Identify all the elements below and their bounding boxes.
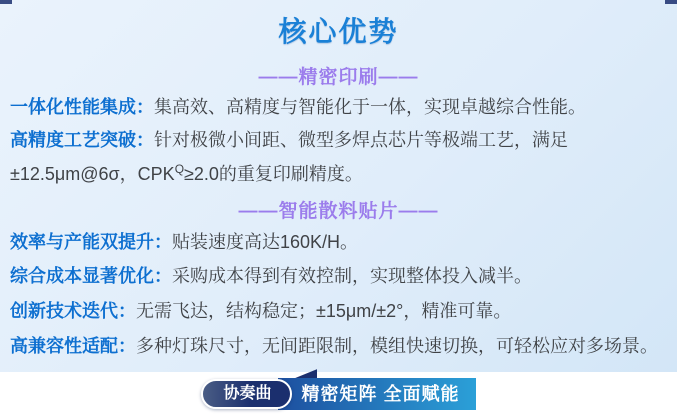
page-title: 核心优势 bbox=[278, 16, 399, 47]
feature-text: 针对极微小间距、微型多焊点芯片等极端工艺，满足 bbox=[154, 130, 568, 150]
section-header-smart-placement: ——智能散料贴片—— bbox=[238, 201, 439, 222]
footer-badge bbox=[0, 378, 677, 410]
feature-text: ≥2.0的重复印刷精度。 bbox=[184, 164, 363, 184]
section-header-precision-printing: ——精密印刷—— bbox=[258, 67, 419, 88]
feature-line bbox=[10, 299, 670, 323]
feature-line bbox=[10, 230, 670, 254]
feature-text: 无需飞达，结构稳定；±15μm/±2°，精准可靠。 bbox=[136, 301, 512, 321]
badge-wrap bbox=[201, 378, 475, 410]
feature-label: 高兼容性适配： bbox=[10, 336, 136, 356]
feature-text: 贴装速度高达160K/H。 bbox=[172, 232, 359, 252]
feature-line-continuation bbox=[10, 162, 670, 186]
feature-line bbox=[10, 95, 670, 119]
feature-line bbox=[10, 128, 670, 152]
feature-text: 采购成本得到有效控制，实现整体投入减半。 bbox=[172, 266, 532, 286]
superscript-q: Q bbox=[174, 162, 185, 176]
feature-text: 多种灯珠尺寸，无间距限制，模组快速切换，可轻松应对多场景。 bbox=[136, 336, 658, 356]
top-right-corner-accent bbox=[665, 0, 677, 4]
top-left-corner-accent bbox=[0, 0, 12, 4]
feature-line bbox=[10, 334, 670, 358]
feature-label: 一体化性能集成： bbox=[10, 97, 154, 117]
feature-label: 综合成本显著优化： bbox=[10, 266, 172, 286]
feature-label: 创新技术迭代： bbox=[10, 301, 136, 321]
feature-text: ±12.5μm@6σ，CPK bbox=[10, 164, 175, 184]
feature-label: 高精度工艺突破： bbox=[10, 130, 154, 150]
badge-slogan: 精密矩阵 全面赋能 bbox=[278, 378, 476, 410]
feature-text: 集高效、高精度与智能化于一体，实现卓越综合性能。 bbox=[154, 97, 586, 117]
badge-tag: 协奏曲 bbox=[201, 379, 291, 409]
feature-label: 效率与产能双提升： bbox=[10, 232, 172, 252]
feature-line bbox=[10, 264, 670, 288]
